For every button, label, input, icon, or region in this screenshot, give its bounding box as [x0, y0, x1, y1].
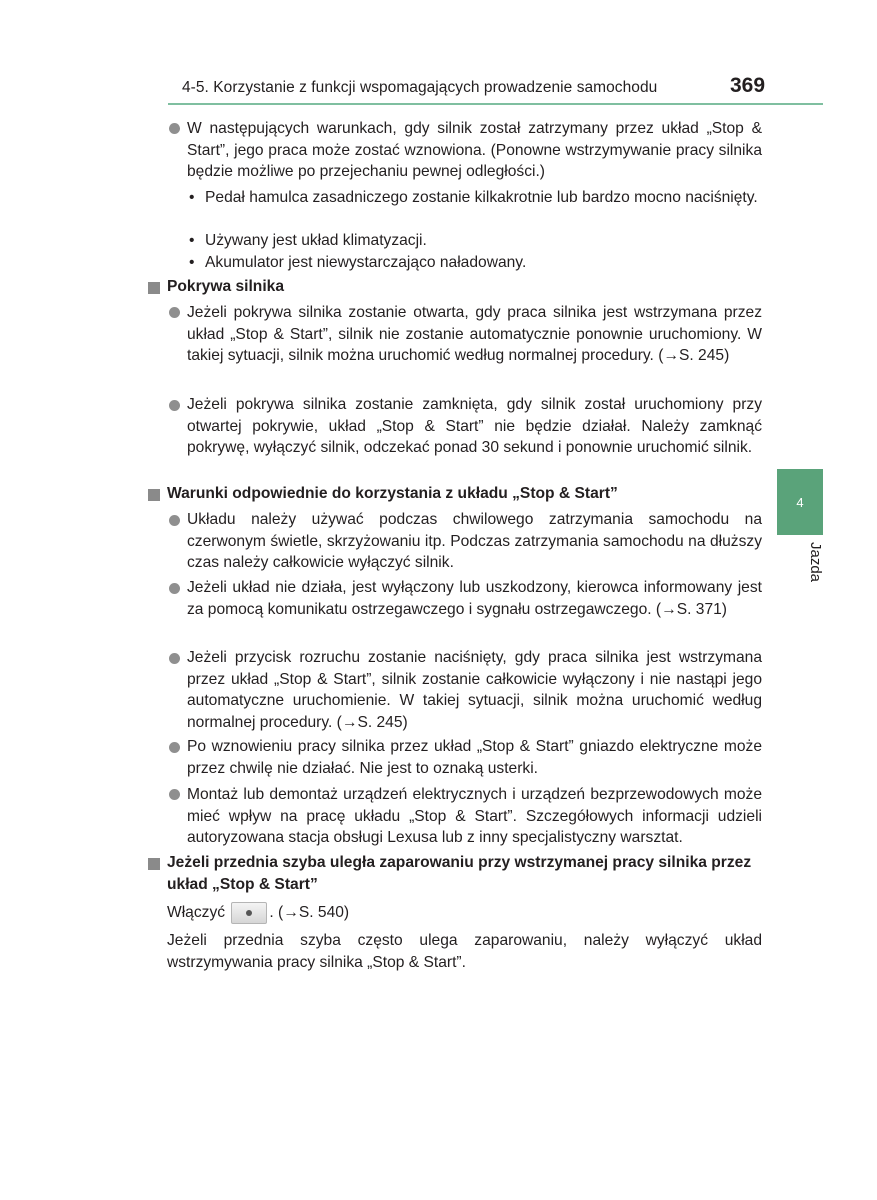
- bullet-dot: [169, 515, 180, 526]
- section-square-icon: [148, 489, 160, 501]
- section-square-icon: [148, 282, 160, 294]
- paragraph: Jeżeli przednia szyba często ulega zaparowaniu, należy wyłączyć układ wstrzymywania pracy silnika „Stop & Start”.: [167, 932, 762, 971]
- instruction-line: [167, 902, 762, 924]
- windshield-defogger-button-icon: [231, 902, 267, 924]
- chapter-tab-label-text: Jazda: [807, 542, 824, 583]
- section-heading: Pokrywa silnika: [167, 278, 285, 295]
- page-number: 369: [730, 74, 766, 97]
- list-item: Montaż lub demontaż urządzeń elektrycznych i urządzeń bezprzewodowych może mieć wpływ na pracę układu „Stop & Start”. Szczegółowych informacji udzieli autoryzowana stacja obsługi Lexusa lub z inny specjalistyczny warsztat.: [187, 786, 762, 846]
- list-item: Po wznowieniu pracy silnika przez układ „Stop & Start” gniazdo elektryczne może przez chwilę nie działać. Nie jest to oznaką usterki.: [187, 738, 762, 777]
- list-item: Używany jest układ klimatyzacji.: [205, 232, 427, 249]
- section-square-icon: [148, 858, 160, 870]
- bullet-dot: [169, 400, 180, 411]
- list-item: Jeżeli układ nie działa, jest wyłączony lub uszkodzony, kierowca informowany jest za pomocą komunikatu ostrzegawczego i sygnału ostrzegawczego. (→S. 371): [187, 579, 762, 618]
- section-heading: Jeżeli przednia szyba uległa zaparowaniu przy wstrzymanej pracy silnika przez układ „Stop & Start”: [167, 854, 752, 893]
- bullet-small: •: [189, 189, 195, 206]
- bullet-dot: [169, 307, 180, 318]
- list-item: Jeżeli pokrywa silnika zostanie otwarta, gdy praca silnika jest wstrzymana przez układ „Stop & Start”, silnik nie zostanie automatycznie ponownie uruchomiony. W takiej sytuacji, silnik można uruchomić według normalnej procedury. (→S. 245): [187, 304, 762, 364]
- chapter-tab-number: 4: [796, 495, 804, 510]
- chapter-tab: [777, 469, 823, 535]
- paragraph: W następujących warunkach, gdy silnik został zatrzymany przez układ „Stop & Start”, jego praca może zostać wznowiona. (Ponowne wstrzymywanie pracy silnika będzie możliwe po przejechaniu pewnej odległości.): [187, 120, 762, 180]
- section-heading: Warunki odpowiednie do korzystania z układu „Stop & Start”: [167, 485, 618, 502]
- bullet-dot: [169, 653, 180, 664]
- bullet-small: •: [189, 232, 195, 249]
- list-item: Pedał hamulca zasadniczego zostanie kilkakrotnie lub bardzo mocno naciśnięty.: [205, 189, 758, 206]
- list-item: Jeżeli pokrywa silnika zostanie zamknięta, gdy silnik został uruchomiony przy otwartej pokrywie, układ „Stop & Start” nie będzie działał. Należy zamknąć pokrywę, wyłączyć silnik, odczekać ponad 30 sekund i ponownie uruchomić silnik.: [187, 396, 762, 456]
- list-item: Układu należy używać podczas chwilowego zatrzymania samochodu na czerwonym świetle, skrzyżowaniu itp. Podczas zatrzymania samochodu na dłuższy czas należy całkowicie wyłączyć silnik.: [187, 511, 762, 571]
- header-rule: [168, 103, 823, 105]
- bullet-dot: [169, 789, 180, 800]
- list-item: Jeżeli przycisk rozruchu zostanie naciśnięty, gdy praca silnika jest wstrzymana przez układ „Stop & Start”, silnik zostanie całkowicie wyłączony i nie nastąpi jego automatyczne uruchomienie. W takiej sytuacji, silnik można uruchomić według normalnej procedury. (→S. 245): [187, 649, 762, 731]
- bullet-dot: [169, 123, 180, 134]
- chapter-title: 4-5. Korzystanie z funkcji wspomagających prowadzenie samochodu: [182, 79, 658, 96]
- bullet-dot: [169, 742, 180, 753]
- page-header: [0, 72, 877, 102]
- bullet-small: •: [189, 254, 195, 271]
- list-item: Akumulator jest niewystarczająco naładowany.: [205, 254, 527, 271]
- bullet-dot: [169, 583, 180, 594]
- instruction-text: Włączyć: [167, 904, 226, 922]
- instruction-reference: . (→S. 540): [269, 904, 350, 922]
- chapter-tab-label: [781, 540, 824, 600]
